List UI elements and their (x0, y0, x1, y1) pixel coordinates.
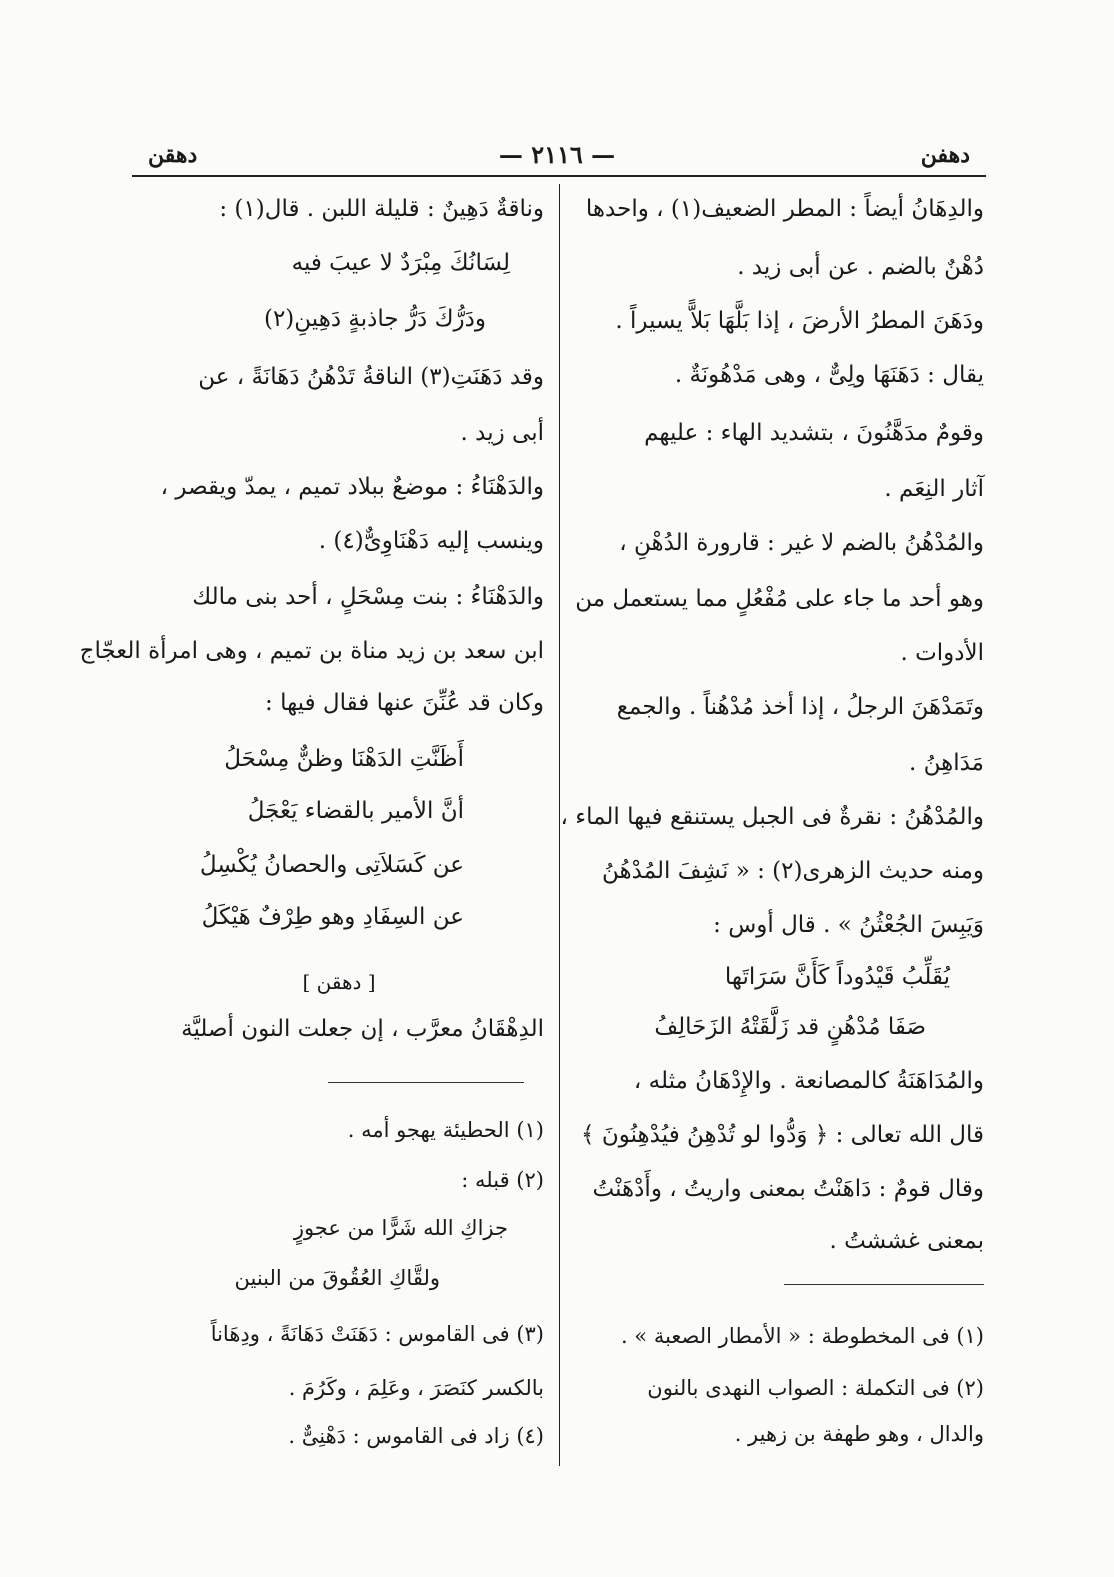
text-line: والدِهَانُ أيضاً : المطر الضعيف(١) ، واحدها (585, 196, 984, 222)
footnote: (٢) فى التكملة : الصواب النهدى بالنون (647, 1376, 984, 1400)
footnote-rule (328, 1082, 524, 1083)
text-line: والمُدْهُنُ بالضم لا غير : قارورة الدُهْنِ ، (619, 530, 984, 556)
text-line: ابن سعد بن زيد مناة بن تميم ، وهى امرأة العجّاج (79, 638, 544, 664)
text-line: وكان قد عُنِّنَ عنها فقال فيها : (265, 690, 544, 716)
footnote-rule (784, 1284, 984, 1285)
footnote-verse: ولقَّاكِ العُقُوقَ من البنين (234, 1266, 440, 1290)
text-line: ودَهَنَ المطرُ الأرضَ ، إذا بَلَّهَا بَلاًّ يسيراً . (615, 308, 984, 334)
footnote: بالكسر كنَصَرَ ، وعَلِمَ ، وكَرُمَ . (288, 1376, 544, 1400)
footnote: (١) فى المخطوطة : « الأمطار الصعبة » . (620, 1324, 984, 1348)
footnote: والدال ، وهو طهفة بن زهير . (734, 1422, 984, 1446)
header-rule (132, 175, 986, 177)
text-line: وَيَبِسَ الجُعْثُنُ » . قال أوس : (713, 912, 984, 938)
running-head-left: دهقن (148, 142, 198, 168)
verse-line: صَفَا مُدْهُنٍ قد زَلَّقَتْهُ الزَحَالِفُ (654, 1014, 926, 1040)
text-line: والدَهْنَاءُ : بنت مِسْحَلٍ ، أحد بنى مالك (192, 584, 544, 610)
footnote: (٣) فى القاموس : دَهَنَتْ دَهَانَةً ، ودِهَاناً (210, 1322, 544, 1346)
text-line: الدِهْقَانُ معرَّب ، إن جعلت النون أصليَّة (181, 1016, 544, 1042)
verse-line: يُقَلِّبُ قَيْدُوداً كَأَنَّ سَرَاتَها (724, 964, 950, 990)
text-line: وينسب إليه دَهْنَاوِىٌّ(٤) . (318, 528, 544, 554)
footnote: (٢) قبله : (461, 1168, 544, 1192)
verse-line: أنَّ الأمير بالقضاء يَعْجَلُ (247, 798, 464, 824)
text-line: الأدوات . (900, 640, 984, 666)
text-line: والدَهْنَاءُ : موضعٌ ببلاد تميم ، يمدّ ويقصر ، (160, 474, 544, 500)
page-number: — ٢١١٦ — (498, 140, 616, 169)
text-line: وقومٌ مدَهَّنُونَ ، بتشديد الهاء : عليهم (644, 420, 984, 446)
text-line: وقد دَهَنَتِ(٣) الناقةُ تَدْهُنُ دَهَانَةً ، عن (198, 364, 544, 390)
text-line: وتَمَدْهَنَ الرجلُ ، إذا أخذ مُدْهُناً . والجمع (616, 694, 984, 720)
text-line: وناقةٌ دَهِينٌ : قليلة اللبن . قال(١) : (219, 196, 544, 222)
verse-line: لِسَانُكَ مِبْرَدٌ لا عيبَ فيه (291, 250, 510, 276)
text-line: وقال قومٌ : دَاهَنْتُ بمعنى واريتُ ، وأَدْهَنْتُ (592, 1176, 984, 1202)
footnote-verse: جزاكِ الله شَرًّا من عجوزٍ (293, 1216, 508, 1240)
verse-line: عن السِفَادِ وهو طِرْفٌ هَيْكَلُ (201, 904, 464, 930)
text-line: قال الله تعالى : ﴿ وَدُّوا لو تُدْهِنُ فيُدْهِنُونَ ﴾ (581, 1122, 984, 1148)
text-line: وهو أحد ما جاء على مُفْعُلٍ مما يستعمل من (575, 586, 984, 612)
verse-line: أَظَنَّتِ الدَهْنَا وظنٌّ مِسْحَلُ (224, 746, 464, 772)
text-line: يقال : دَهَنَهَا ولِىٌّ ، وهى مَدْهُونَةٌ . (674, 362, 984, 388)
text-line: ومنه حديث الزهرى(٢) : « نَشِفَ المُدْهُنُ (601, 858, 984, 884)
text-line: والمُدَاهَنَةُ كالمصانعة . والإِدْهَانُ مثله ، (633, 1068, 984, 1094)
text-line: دُهْنٌ بالضم . عن أبى زيد . (737, 254, 984, 280)
text-line: أبى زيد . (460, 420, 544, 446)
text-line: مَدَاهِنُ . (908, 750, 984, 776)
text-line: آثار النِعَم . (884, 476, 984, 502)
verse-line: ودَرُّكَ دَرُّ جاذبةٍ دَهِينِ(٢) (263, 306, 486, 332)
text-line: بمعنى غششتُ . (829, 1228, 984, 1254)
verse-line: عن كَسَلاَتِى والحصانُ يُكْسِلُ (199, 852, 464, 878)
entry-heading: [ دهقن ] (302, 970, 376, 994)
text-line: والمُدْهُنُ : نقرةٌ فى الجبل يستنقع فيها الماء ، (560, 804, 984, 830)
footnote: (١) الحطيئة يهجو أمه . (347, 1118, 544, 1142)
running-head-right: دهفن (920, 142, 970, 168)
footnote: (٤) زاد فى القاموس : دَهْنِىٌّ . (288, 1424, 544, 1448)
